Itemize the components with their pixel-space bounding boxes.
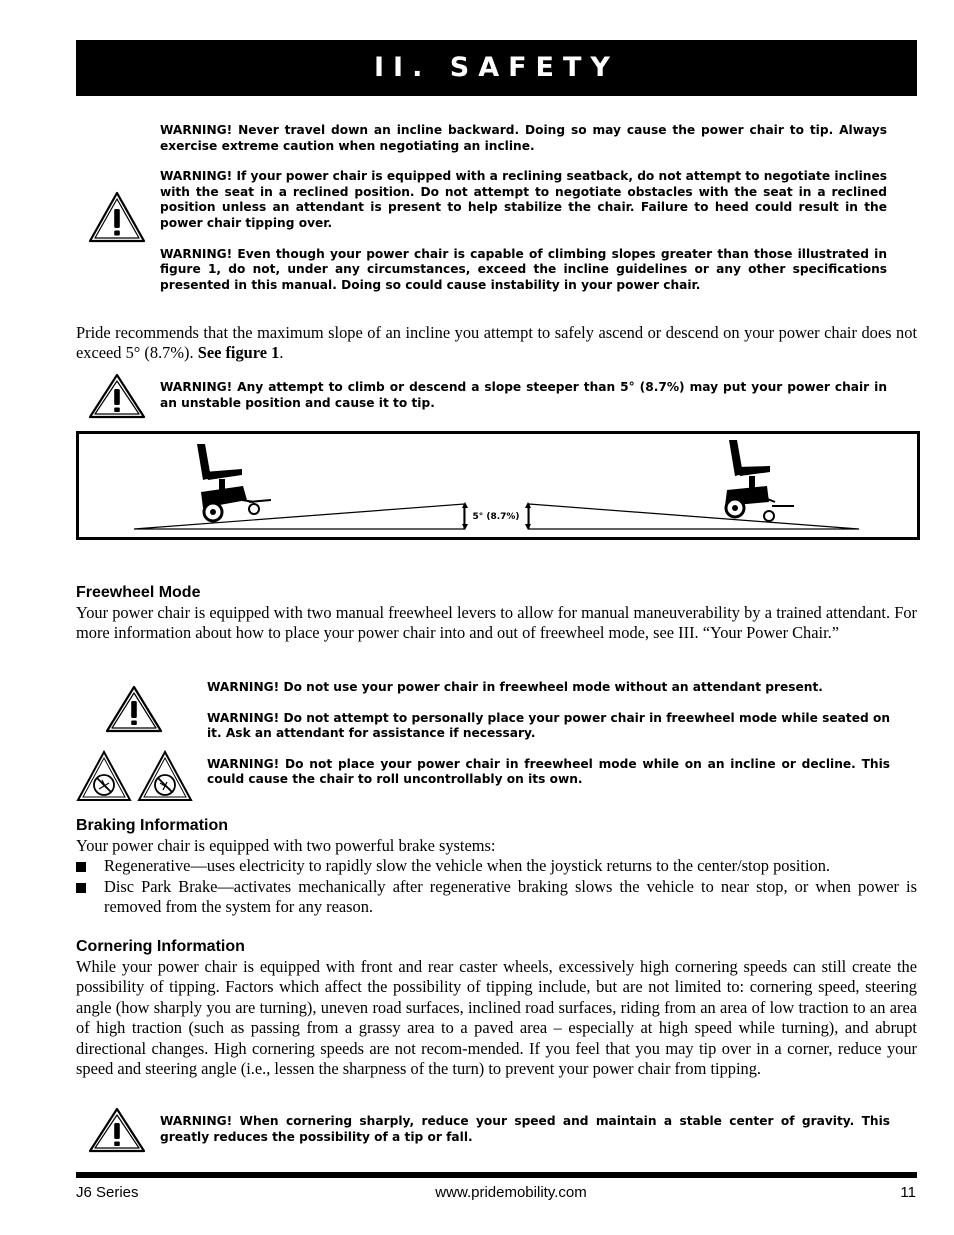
list-item — [76, 856, 917, 876]
warning-triangle-icon — [87, 190, 147, 244]
list-item — [76, 877, 917, 918]
footer-website: www.pridemobility.com — [435, 1184, 587, 1201]
braking-intro: Your power chair is equipped with two powerful brake systems: — [76, 836, 496, 855]
incline-diagram — [79, 434, 917, 537]
figure-1-incline — [76, 431, 920, 540]
slope-paragraph-end: . — [279, 343, 284, 363]
freewheel-warnings — [207, 680, 890, 788]
power-chair-descending-icon — [725, 440, 794, 521]
warning-incline-guidelines: WARNING! Even though your power chair is capable of climbing slopes greater than those illustrated in figure 1, do not, under any circumstances, exceed the incline guidelines or any other specifications presented in this manual. Doing so could cause instability in your power chair. — [160, 246, 887, 292]
no-freewheel-decline-icon — [136, 749, 194, 803]
freewheel-section — [76, 584, 917, 644]
cornering-text: While your power chair is equipped with front and rear caster wheels, excessively high cornering speeds can still create the possibility of tipping. Factors which affect the possibility of tipping include, but are not limited to: cornering speed, steering angle (how sharply you are turning), uneven road surfaces, inclined road surfaces, riding from an area of low traction to an area of high traction (such as passing from a grassy area to a paved area – especially at high speed while turning), and abrupt directional changes. High cornering speeds are not recom-mended. If you feel that you may tip over in a corner, reduce your speed and steering angle (i.e., lessen the sharpness of the turn) to prevent your power chair from tipping. — [76, 957, 917, 1079]
warning-freewheel-attendant: WARNING! Do not use your power chair in freewheel mode without an attendant present. — [207, 680, 823, 694]
footer-rule — [76, 1172, 917, 1178]
section-title: II. SAFETY — [374, 52, 619, 83]
figure-reference: See figure 1 — [197, 343, 280, 363]
slope-paragraph — [76, 323, 917, 364]
warning-incline-backward: WARNING! Never travel down an incline backward. Doing so may cause the power chair to tip. Always exercise extreme caution when negotiating an incline. — [160, 123, 887, 153]
no-freewheel-incline-icon — [75, 749, 133, 803]
section-banner — [76, 40, 917, 96]
footer-series: J6 Series — [76, 1184, 139, 1201]
braking-section — [76, 817, 917, 918]
freewheel-text: Your power chair is equipped with two manual freewheel levers to allow for manual maneuverability by a trained attendant. For more information about how to place your power chair into and out of freewheel mode, see III. “Your Power Chair.” — [76, 603, 917, 643]
cornering-section — [76, 938, 917, 1079]
braking-bullet-disc-park: Disc Park Brake—activates mechanically after regenerative braking slows the vehicle to near stop, or when power is removed from the system for any reason. — [104, 876, 917, 917]
warning-cornering: WARNING! When cornering sharply, reduce your speed and maintain a stable center of gravity. This greatly reduces the possibility of a tip or fall. — [160, 1114, 890, 1144]
page-number: 11 — [900, 1184, 916, 1201]
warning-freewheel-incline: WARNING! Do not place your power chair in freewheel mode while on an incline or decline. This could cause the chair to roll uncontrollably on its own. — [207, 756, 890, 787]
cornering-heading: Cornering Information — [76, 938, 245, 955]
warning-reclining-seatback: WARNING! If your power chair is equipped with a reclining seatback, do not attempt to negotiate inclines with the seat in a reclined position. Do not attempt to negotiate obstacles with the seat in a reclined position unless an attendant is present to help stabilize the chair. Failure to heed could result in the power chair tipping over. — [160, 169, 887, 230]
braking-heading: Braking Information — [76, 817, 229, 834]
warning-slope-block — [160, 380, 887, 411]
slope-label: 5° (8.7%) — [472, 512, 520, 522]
slope-paragraph-text: Pride recommends that the maximum slope of an incline you attempt to safely ascend or descend on your power chair does not exceed 5° (8.7%). — [76, 323, 917, 363]
warning-triangle-icon — [87, 372, 147, 420]
braking-bullet-regenerative: Regenerative—uses electricity to rapidly slow the vehicle when the joystick returns to the center/stop position. — [104, 856, 830, 876]
warning-triangle-icon — [87, 1106, 147, 1154]
warning-triangle-icon — [104, 684, 164, 734]
bullet-square-icon — [76, 862, 86, 872]
bullet-square-icon — [76, 883, 86, 893]
warning-block-top — [160, 123, 887, 293]
warning-cornering-block — [160, 1114, 890, 1145]
warning-slope-steeper: WARNING! Any attempt to climb or descend a slope steeper than 5° (8.7%) may put your power chair in an unstable position and cause it to tip. — [160, 380, 887, 410]
freewheel-heading: Freewheel Mode — [76, 584, 201, 601]
warning-freewheel-seated: WARNING! Do not attempt to personally place your power chair in freewheel mode while seated on it. Ask an attendant for assistance if necessary. — [207, 710, 890, 741]
power-chair-ascending-icon — [197, 444, 271, 521]
